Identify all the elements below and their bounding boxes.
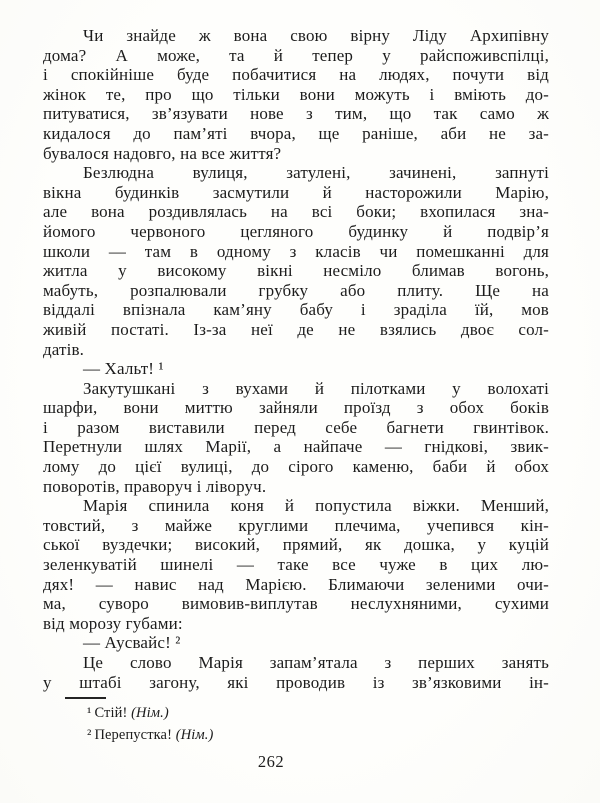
- footnote-marker: ²: [87, 727, 92, 743]
- footnote-text: Перепустка!: [94, 727, 173, 743]
- text-line: Безлюдна вулиця, затулені, зачинені, запнуті: [83, 163, 549, 183]
- text-line: Чи знайде ж вона свою вірну Ліду Архипівну: [83, 26, 549, 45]
- text-line: Закутушкані з вухами й пілотками у волохаті: [83, 378, 549, 398]
- text-line: Це слово Марія запам’ятала з перших занять: [83, 653, 549, 672]
- text-line: — Аусвайс! ²: [83, 633, 181, 653]
- text-line: школи — там в одному з класів чи помешканні для: [43, 241, 549, 261]
- paragraph: [43, 359, 549, 379]
- footnote: [43, 724, 549, 746]
- text-line: зеленкуватій шинелі — таке все чуже в цих лю-: [43, 555, 549, 575]
- text-line: ської вуздечки; високий, прямий, як дошка, у куцій: [43, 535, 549, 555]
- text-line: шарфи, вони миттю зайняли проїзд з обох боків: [43, 398, 549, 418]
- text-line: але вона роздивлялась на всі боки; вхопилася зна-: [43, 202, 549, 222]
- text-line: віддалі впізнала кам’яну бабу і зраділа їй, мов: [43, 300, 549, 320]
- text-line: — Хальт! ¹: [83, 359, 164, 379]
- text-line: житла у високому вікні несміло блимав вогонь,: [43, 261, 549, 281]
- footnote-language-note: (Нім.): [131, 705, 169, 721]
- text-line: Марія спинила коня й попустила віжки. Менший,: [83, 496, 549, 516]
- footnote-separator: [65, 697, 106, 699]
- text-line: питуватися, зв’язувати нове з тим, що так само ж: [43, 104, 549, 124]
- text-line: і разом виставили перед себе багнети гвинтівок.: [43, 417, 549, 437]
- text-line: йомого червоного цегляного будинку й подвір’я: [43, 221, 549, 241]
- paragraph: [43, 496, 549, 633]
- text-line: вікна будинків засмутили й насторожили Марію,: [43, 182, 549, 202]
- footnote-text: Стій!: [94, 705, 128, 721]
- text-line: жінок те, про що тільки вони можуть і вміють до-: [43, 84, 549, 104]
- text-line: і спокійніше буде побачитися на людях, почути від: [43, 65, 549, 85]
- text-line: Перетнули шлях Марії, а найпаче — гнідкові, звик-: [43, 437, 549, 457]
- text-line: у штабі загону, які проводив із зв’язковими ін-: [43, 672, 549, 692]
- footnotes: [43, 702, 549, 746]
- text-line: товстий, з майже круглими плечима, учепився кін-: [43, 515, 549, 535]
- text-line: від морозу губами:: [43, 613, 183, 633]
- text-line: поворотів, праворуч і ліворуч.: [43, 476, 267, 496]
- paragraph: [43, 26, 549, 163]
- paragraph: [43, 633, 549, 653]
- text-line: дома? А може, та й тепер у райспоживспілці,: [43, 45, 549, 65]
- text-line: датів.: [43, 339, 85, 359]
- text-line: лому до цієї вулиці, до сірого каменю, баби й обох: [43, 457, 549, 477]
- text-line: дях! — навис над Марією. Блимаючи зеленими очи-: [43, 574, 549, 594]
- page-number: 262: [257, 752, 285, 771]
- text-line: мабуть, розпалювали грубку або плиту. Ще на: [43, 280, 549, 300]
- text-line: бувалося надовго, на все життя?: [43, 143, 282, 163]
- text-block: [43, 26, 549, 692]
- text-line: живій постаті. Із-за неї де не взялись двоє сол-: [43, 319, 549, 339]
- paragraph: [43, 379, 549, 497]
- text-line: ма, суворо вимовив-виплутав неслухняними, сухими: [43, 594, 549, 614]
- footnote-marker: ¹: [87, 705, 92, 721]
- text-line: кидалося до пам’яті вчора, ще раніше, аби не за-: [43, 123, 549, 143]
- footnote: [43, 702, 549, 724]
- footnote-language-note: (Нім.): [175, 727, 214, 743]
- paragraph: [43, 653, 549, 692]
- paragraph: [43, 163, 549, 359]
